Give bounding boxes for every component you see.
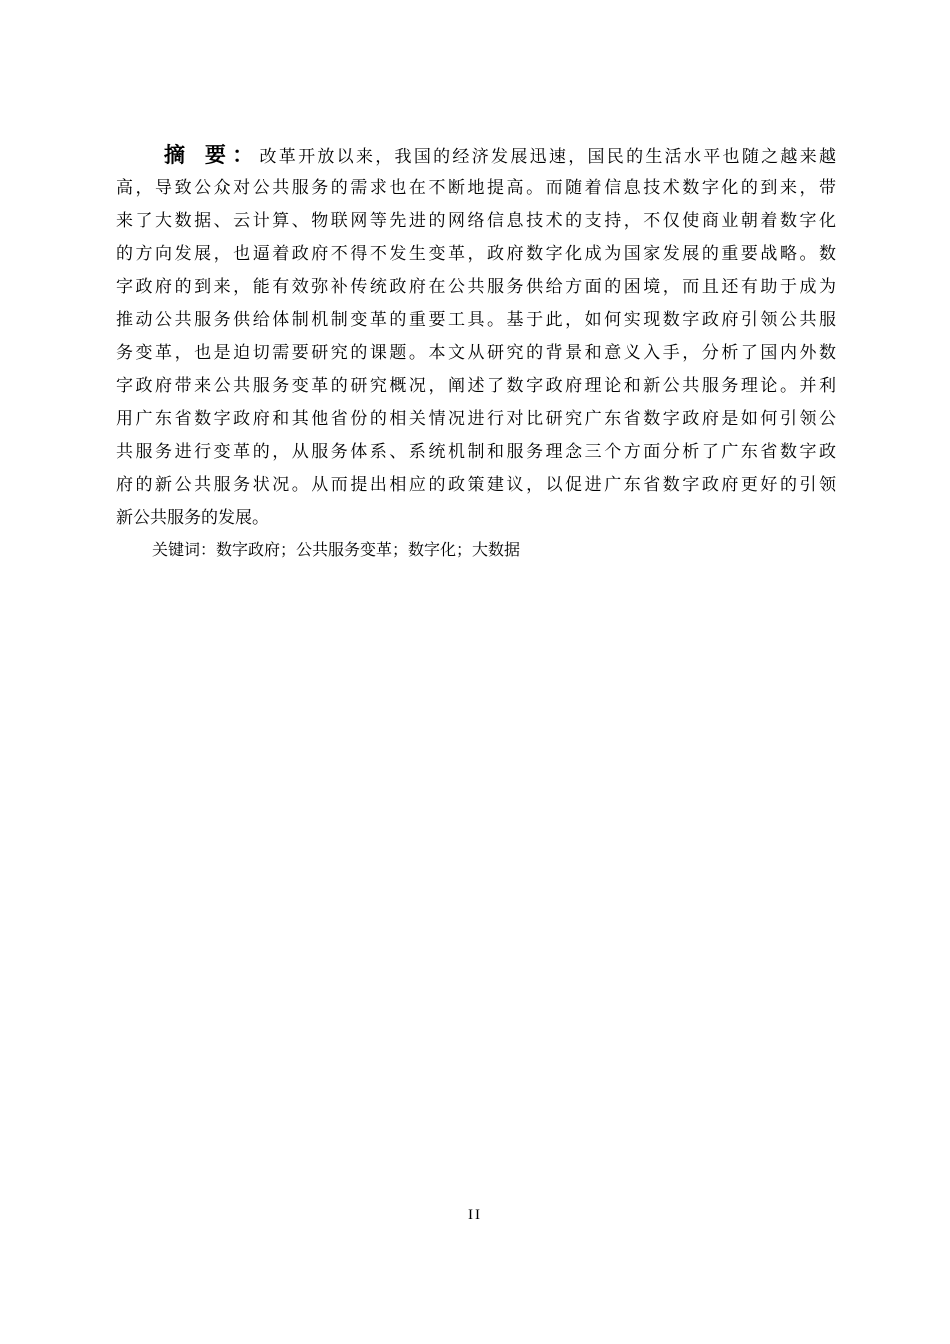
abstract-heading: 摘 要： bbox=[164, 143, 260, 167]
abstract-text-line: 来了大数据、云计算、物联网等先进的网络信息技术的支持，不仅使商业朝着数字化 bbox=[116, 211, 836, 231]
abstract-text-line: 改革开放以来，我国的经济发展迅速，国民的生活水平也随之越来越 bbox=[259, 147, 837, 167]
abstract-text-line: 推动公共服务供给体制机制变革的重要工具。基于此，如何实现数字政府引领公共服 bbox=[116, 310, 836, 330]
abstract-text-line: 新公共服务的发展。 bbox=[116, 508, 269, 528]
abstract-text-line: 高，导致公众对公共服务的需求也在不断地提高。而随着信息技术数字化的到来，带 bbox=[116, 178, 836, 198]
abstract-line-1 bbox=[116, 139, 836, 172]
abstract-text-line: 共服务进行变革的，从服务体系、系统机制和服务理念三个方面分析了广东省数字政 bbox=[116, 442, 836, 462]
page-number: II bbox=[468, 1207, 482, 1223]
abstract-text-line: 府的新公共服务状况。从而提出相应的政策建议，以促进广东省数字政府更好的引领 bbox=[116, 475, 836, 495]
abstract-section bbox=[116, 139, 836, 535]
abstract-text-line: 的方向发展，也逼着政府不得不发生变革，政府数字化成为国家发展的重要战略。数 bbox=[116, 244, 836, 264]
keywords-line: 关键词：数字政府；公共服务变革；数字化；大数据 bbox=[152, 540, 521, 559]
abstract-text-line: 务变革，也是迫切需要研究的课题。本文从研究的背景和意义入手，分析了国内外数 bbox=[116, 343, 836, 363]
abstract-text-line: 字政府的到来，能有效弥补传统政府在公共服务供给方面的困境，而且还有助于成为 bbox=[116, 277, 836, 297]
abstract-text-line: 用广东省数字政府和其他省份的相关情况进行对比研究广东省数字政府是如何引领公 bbox=[116, 409, 836, 429]
abstract-text-line: 字政府带来公共服务变革的研究概况，阐述了数字政府理论和新公共服务理论。并利 bbox=[116, 376, 836, 396]
